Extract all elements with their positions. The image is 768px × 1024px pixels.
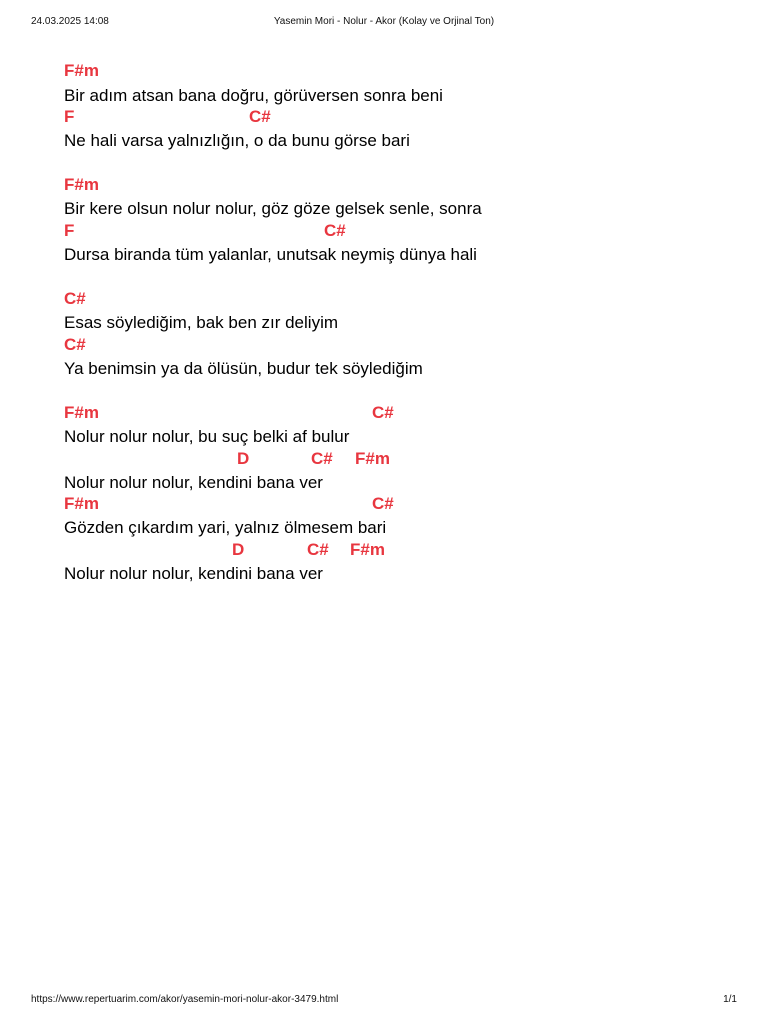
chord-label: C# xyxy=(324,221,346,240)
page-footer-page-number: 1/1 xyxy=(723,994,737,1005)
chord-line xyxy=(0,289,640,309)
chord-line xyxy=(0,107,640,127)
lyric-line: Bir adım atsan bana doğru, görüversen sonra beni xyxy=(64,86,443,105)
lyric-line: Nolur nolur nolur, kendini bana ver xyxy=(64,564,323,583)
chord-label: F#m xyxy=(350,540,385,559)
chord-label: C# xyxy=(64,335,86,354)
chord-label: F#m xyxy=(64,494,99,513)
chord-label: F#m xyxy=(64,403,99,422)
chord-line xyxy=(0,221,640,241)
chord-label: F#m xyxy=(64,175,99,194)
chord-label: F xyxy=(64,107,75,126)
chord-label: F xyxy=(64,221,75,240)
chord-line xyxy=(0,335,640,355)
chord-label: F#m xyxy=(64,61,99,80)
chord-line xyxy=(0,403,640,423)
lyric-line: Ne hali varsa yalnızlığın, o da bunu görse bari xyxy=(64,131,410,150)
chord-line xyxy=(0,61,640,81)
chord-line xyxy=(0,175,640,195)
chord-label: C# xyxy=(372,403,394,422)
chord-label: D xyxy=(232,540,245,559)
lyric-line: Gözden çıkardım yari, yalnız ölmesem bari xyxy=(64,518,387,537)
lyric-line: Esas söylediğim, bak ben zır deliyim xyxy=(64,313,339,332)
lyric-line: Nolur nolur nolur, bu suç belki af bulur xyxy=(64,427,350,446)
lyric-line: Bir kere olsun nolur nolur, göz göze gelsek senle, sonra xyxy=(64,199,482,218)
chord-label: C# xyxy=(249,107,271,126)
lyric-line: Dursa biranda tüm yalanlar, unutsak neymiş dünya hali xyxy=(64,245,477,264)
chord-label: F#m xyxy=(355,449,390,468)
chord-label: C# xyxy=(311,449,333,468)
chord-line xyxy=(0,494,640,514)
chord-label: C# xyxy=(372,494,394,513)
chord-line xyxy=(0,540,640,560)
chord-label: C# xyxy=(64,289,86,308)
lyric-line: Ya benimsin ya da ölüsün, budur tek söylediğim xyxy=(64,359,423,378)
chord-label: D xyxy=(237,449,250,468)
page-header-date: 24.03.2025 14:08 xyxy=(31,16,109,27)
chord-label: C# xyxy=(307,540,329,559)
chord-line xyxy=(0,449,640,469)
lyric-line: Nolur nolur nolur, kendini bana ver xyxy=(64,473,323,492)
page-footer-url: https://www.repertuarim.com/akor/yasemin-mori-nolur-akor-3479.html xyxy=(31,994,339,1005)
page-header-title: Yasemin Mori - Nolur - Akor (Kolay ve Orjinal Ton) xyxy=(273,16,495,27)
